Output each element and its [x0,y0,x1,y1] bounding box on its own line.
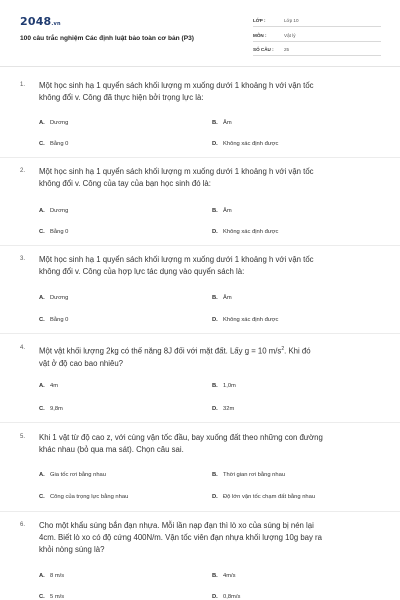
option-b[interactable]: B. 4m/s [212,573,236,579]
option-d[interactable]: D. Không xác định được [212,141,279,147]
question-divider [0,511,400,512]
meta-subject [253,30,381,42]
document-title: 100 câu trắc nghiệm Các định luật bảo toàn cơ bản (P3) [20,35,194,42]
meta-value: Lớp 10 [284,18,299,23]
page-header [0,0,400,62]
question-line: Một học sinh hạ 1 quyển sách khối lượng m xuống dưới 1 khoảng h với vận tốc [39,167,314,176]
option-b[interactable]: B. Âm [212,295,232,301]
option-c[interactable]: C. Công của trọng lực bằng nhau [39,494,129,500]
question-text [39,254,379,278]
question-number: 1. [20,82,26,88]
option-c[interactable]: C. 5 m/s [39,594,65,600]
question-line: 4cm. Biết lò xo có độ cứng 400N/m. Vận tốc viên đạn nhựa khối lượng 10g bay ra [39,533,322,542]
question-line: Một học sinh hạ 1 quyển sách khối lượng m xuống dưới 1 khoảng h với vận tốc [39,255,314,264]
meta-key: LỚP : [253,18,266,23]
meta-count [253,44,381,56]
question-number: 3. [20,256,26,262]
question-line: Một học sinh hạ 1 quyển sách khối lượng m xuống dưới 1 khoảng h với vận tốc [39,81,314,90]
question-line: khác nhau (bỏ qua ma sát). Chọn câu sai. [39,445,184,454]
question-divider [0,157,400,158]
option-d[interactable]: D. Độ lớn vận tốc chạm đất bằng nhau [212,494,316,500]
option-c[interactable]: C. Bằng 0 [39,317,69,323]
question-divider [0,245,400,246]
question-divider [0,422,400,423]
question-line: Khi 1 vật từ độ cao z, với cùng vận tốc đầu, bay xuống đất theo những con đường [39,433,323,442]
question-text [39,166,379,190]
question-line: Một vật khối lượng 2kg có thế năng 8J đối với mặt đất. Lấy g = 10 $m/s^2$. Khi đó [39,346,311,356]
option-b[interactable]: B. Âm [212,120,232,126]
option-d[interactable]: D. Không xác định được [212,229,279,235]
question-text [39,520,379,556]
question-line: khỏi nòng súng là? [39,545,105,554]
meta-class [253,15,381,27]
option-a[interactable]: A. Dương [39,295,69,301]
question-number: 2. [20,168,26,174]
question-line: không đổi v. Công của hợp lực tác dụng vào quyển sách là: [39,267,245,276]
meta-value: Vật lý [284,33,296,38]
option-b[interactable]: B. 1,0m [212,383,236,389]
option-c[interactable]: C. Bằng 0 [39,229,69,235]
question-divider [0,333,400,334]
logo-suffix: .vn [51,21,61,27]
header-divider [0,66,400,67]
meta-key: MÔN : [253,33,267,38]
option-a[interactable]: A. Dương [39,120,69,126]
question-text [39,432,379,456]
question-number: 6. [20,522,26,528]
option-c[interactable]: C. Bằng 0 [39,141,69,147]
question-number: 5. [20,434,26,440]
question-text [39,80,379,104]
option-a[interactable]: A. Gia tốc rơi bằng nhau [39,472,107,478]
meta-key: SỐ CÂU : [253,47,274,52]
option-d[interactable]: D. Không xác định được [212,317,279,323]
logo-text: 2048 [20,15,52,28]
question-number: 4. [20,345,26,351]
meta-value: 25 [284,47,290,52]
option-b[interactable]: B. Âm [212,208,232,214]
question-text [39,343,379,370]
question-line: không đổi v. Công đã thực hiện bởi trọng lực là: [39,93,204,102]
question-line: vật ở độ cao bao nhiêu? [39,358,124,368]
superscript: 2 [281,346,285,352]
question-line: không đổi v. Công của tay của bạn học sinh đó là: [39,179,211,188]
option-d[interactable]: D. 32m [212,406,235,412]
option-b[interactable]: B. Thời gian rơi bằng nhau [212,472,286,478]
option-a[interactable]: A. 8 m/s [39,573,65,579]
site-logo[interactable] [20,15,61,28]
question-line: Cho một khẩu súng bắn đạn nhựa. Mỗi lần nạp đạn thì lò xo của súng bị nén lại [39,521,314,530]
option-a[interactable]: A. Dương [39,208,69,214]
option-d[interactable]: D. 0,8m/s [212,594,241,600]
option-a[interactable]: A. 4m [39,383,59,389]
option-c[interactable]: C. 9,8m [39,406,63,412]
